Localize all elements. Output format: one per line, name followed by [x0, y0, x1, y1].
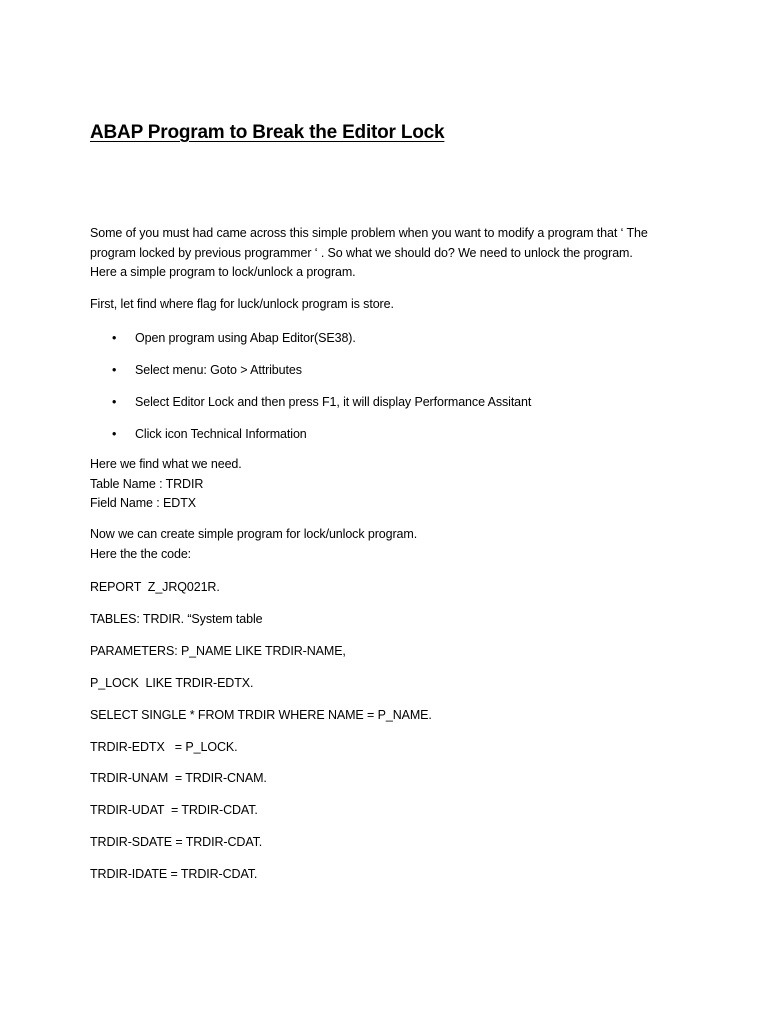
code-line: PARAMETERS: P_NAME LIKE TRDIR-NAME,: [90, 644, 346, 658]
code-line: REPORT Z_JRQ021R.: [90, 580, 220, 594]
list-item-text: Select menu: Goto > Attributes: [135, 363, 302, 377]
intro-line: program locked by previous programmer ‘ . So what we should do? We need to unlock the program.: [90, 245, 633, 260]
intro-line: Some of you must had came across this simple problem when you want to modify a program that ‘ The: [90, 226, 648, 240]
bullet-icon: •: [112, 395, 117, 409]
code-line: TRDIR-SDATE = TRDIR-CDAT.: [90, 835, 263, 849]
find-line: Field Name : EDTX: [90, 496, 196, 510]
list-item-text: Open program using Abap Editor(SE38).: [135, 331, 356, 345]
find-paragraph: [90, 455, 680, 514]
document-title: ABAP Program to Break the Editor Lock: [90, 122, 445, 143]
bullet-icon: •: [112, 363, 117, 377]
intro-line: Here a simple program to lock/unlock a program.: [90, 265, 356, 279]
list-item-text: Select Editor Lock and then press F1, it will display Performance Assitant: [135, 395, 532, 409]
code-line: TRDIR-UNAM = TRDIR-CNAM.: [90, 771, 267, 785]
bullet-icon: •: [112, 427, 117, 441]
code-line: TRDIR-UDAT = TRDIR-CDAT.: [90, 803, 258, 817]
first-paragraph: [90, 295, 680, 315]
list-item-text: Click icon Technical Information: [135, 427, 307, 441]
code-line: TRDIR-EDTX = P_LOCK.: [90, 740, 238, 754]
create-paragraph: [90, 525, 680, 564]
code-line: TABLES: TRDIR. “System table: [90, 612, 263, 626]
code-line: P_LOCK LIKE TRDIR-EDTX.: [90, 676, 254, 690]
bullet-icon: •: [112, 331, 117, 345]
intro-paragraph: [90, 224, 680, 283]
code-line: TRDIR-IDATE = TRDIR-CDAT.: [90, 867, 258, 881]
first-line: First, let find where flag for luck/unlock program is store.: [90, 297, 394, 311]
create-line: Here the the code:: [90, 546, 192, 561]
find-line: Here we find what we need.: [90, 457, 242, 471]
code-line: SELECT SINGLE * FROM TRDIR WHERE NAME = P_NAME.: [90, 708, 432, 722]
create-line: Now we can create simple program for lock/unlock program.: [90, 527, 418, 541]
find-line: Table Name : TRDIR: [90, 476, 204, 491]
